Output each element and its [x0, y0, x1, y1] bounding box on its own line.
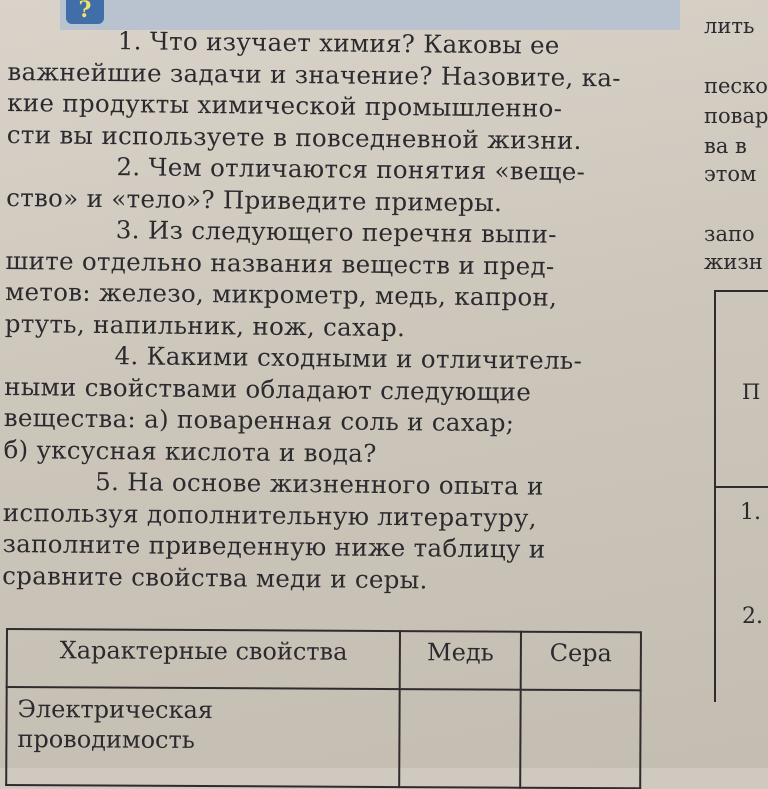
properties-table [5, 628, 642, 789]
adjacent-table-rule [714, 486, 768, 488]
question-3-line-1: 3. Из следующего перечня выпи- [115, 215, 557, 249]
property-cell: Электрическая проводимость [6, 687, 400, 787]
row-number-2: 2. [742, 604, 763, 629]
adjacent-table-frame [714, 290, 768, 702]
sulfur-cell [520, 690, 641, 789]
question-1-line-4: сти вы используете в повседневной жизни. [6, 119, 582, 155]
question-3-line-2: шите отдельно названия веществ и пред- [5, 245, 555, 281]
question-2-line-1: 2. Чем отличаются понятия «веще- [116, 152, 586, 187]
row-number-1: 1. [740, 500, 761, 525]
question-badge: ? [66, 0, 104, 24]
fragment-4: ва в [704, 134, 747, 158]
question-5-line-2: используя дополнительную литературу, [2, 497, 537, 533]
fragment-8: П [742, 380, 761, 404]
question-4-line-1: 4. Какими сходными и отличитель- [114, 341, 583, 376]
table-header-row [7, 629, 641, 690]
adjacent-page-edge [700, 0, 768, 768]
header-properties: Характерные свойства [7, 629, 401, 689]
question-5-line-4: сравните свойства меди и серы. [2, 560, 428, 594]
question-4-line-2: ными свойствами обладают следующие [4, 371, 532, 406]
copper-cell [400, 689, 521, 788]
header-copper: Медь [400, 631, 521, 690]
question-2-line-2: ство» и «тело»? Приведите примеры. [6, 182, 503, 217]
question-4-line-4: б) уксусная кислота и вода? [3, 434, 377, 468]
fragment-6: запо [704, 222, 755, 246]
fragment-1: лить [704, 14, 755, 38]
fragment-3: повар [704, 104, 768, 128]
questions-block [2, 24, 648, 598]
question-3-line-4: ртуть, напильник, нож, сахар. [4, 308, 406, 342]
question-3-line-3: метов: железо, микрометр, медь, капрон, [5, 276, 558, 312]
header-sulfur: Сера [520, 632, 641, 691]
fragment-7: жизн [704, 250, 763, 274]
question-1-line-1: 1. Что изучает химия? Каковы ее [117, 26, 560, 60]
question-5-line-1: 5. На основе жизненного опыта и [95, 466, 544, 501]
question-4-line-3: вещества: а) поваренная соль и сахар; [3, 402, 515, 438]
question-1-line-3: кие продукты химической промышленно- [7, 87, 563, 123]
question-1-line-2: важнейшие задачи и значение? Назовите, ка- [7, 56, 621, 92]
fragment-5: этом [704, 162, 757, 186]
table-row [6, 687, 641, 788]
question-5-line-3: заполните приведенную ниже таблицу и [2, 528, 546, 564]
fragment-2: песко [704, 74, 768, 98]
